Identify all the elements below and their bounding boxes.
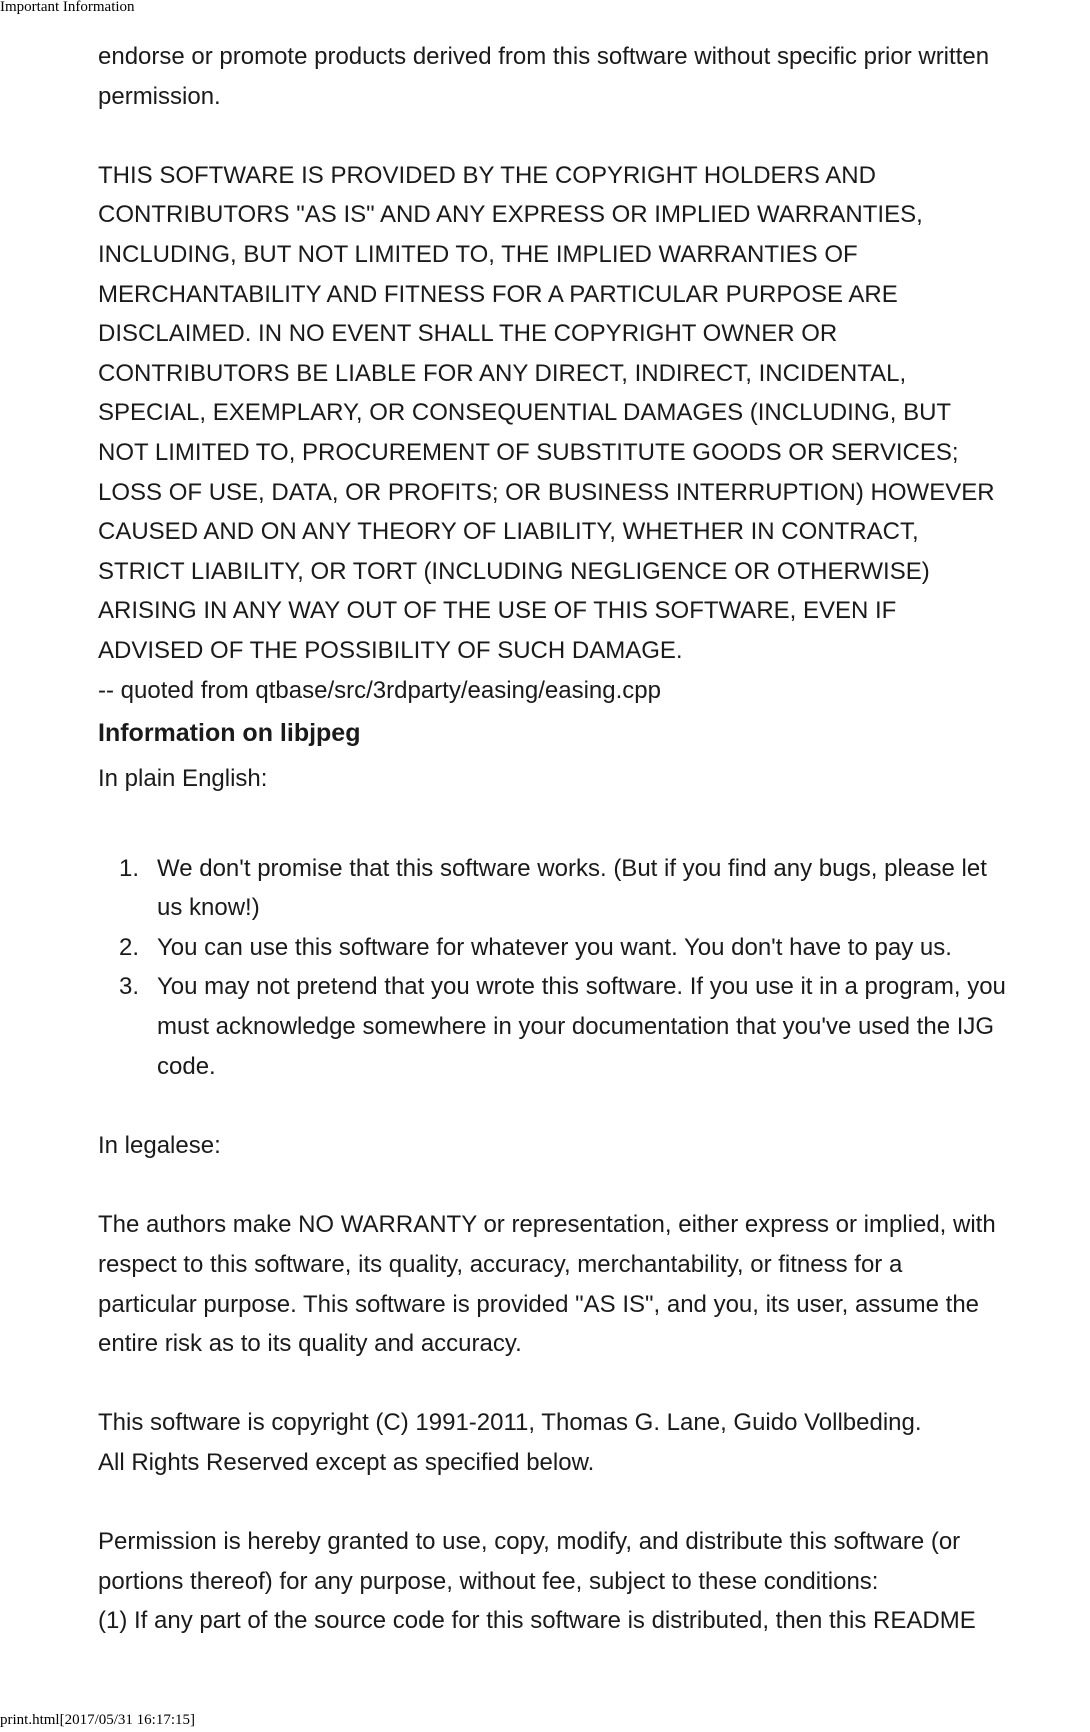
document-body	[98, 37, 1088, 1641]
intro-paragraph	[98, 37, 1088, 116]
plain-english-list	[98, 849, 1088, 1087]
list-number: 2.	[119, 933, 140, 961]
text-line: STRICT LIABILITY, OR TORT (INCLUDING NEGLIGENCE OR OTHERWISE)	[98, 557, 930, 585]
source-quote-line: -- quoted from qtbase/src/3rdparty/easing/easing.cpp	[98, 676, 661, 704]
text-line: The authors make NO WARRANTY or representation, either express or implied, with	[98, 1211, 996, 1239]
text-line: NOT LIMITED TO, PROCUREMENT OF SUBSTITUTE GOODS OR SERVICES;	[98, 438, 959, 466]
text-line: CONTRIBUTORS BE LIABLE FOR ANY DIRECT, INDIRECT, INCIDENTAL,	[98, 359, 907, 387]
text-line: respect to this software, its quality, accuracy, merchantability, or fitness for a	[98, 1251, 903, 1279]
spacer	[98, 116, 1088, 156]
page-header-title: Important Information	[0, 0, 135, 15]
plain-english-label: In plain English:	[98, 765, 268, 793]
warranty-paragraph	[98, 1205, 1088, 1363]
text-line: LOSS OF USE, DATA, OR PROFITS; OR BUSINESS INTERRUPTION) HOWEVER	[98, 478, 995, 506]
section-heading: Information on libjpeg	[98, 719, 361, 748]
text-line: You may not pretend that you wrote this software. If you use it in a program, you	[157, 973, 1006, 1001]
text-line: SPECIAL, EXEMPLARY, OR CONSEQUENTIAL DAMAGES (INCLUDING, BUT	[98, 399, 952, 427]
text-line: entire risk as to its quality and accuracy.	[98, 1330, 522, 1358]
list-item	[98, 849, 1088, 928]
text-line: CAUSED AND ON ANY THEORY OF LIABILITY, WHETHER IN CONTRACT,	[98, 518, 919, 546]
list-item	[98, 967, 1088, 1086]
permission-paragraph	[98, 1522, 1088, 1641]
text-line: us know!)	[157, 894, 260, 922]
text-line: permission.	[98, 82, 221, 110]
text-line: ARISING IN ANY WAY OUT OF THE USE OF THIS SOFTWARE, EVEN IF	[98, 597, 897, 625]
text-line: THIS SOFTWARE IS PROVIDED BY THE COPYRIGHT HOLDERS AND	[98, 161, 876, 189]
text-line: portions thereof) for any purpose, without fee, subject to these conditions:	[98, 1567, 879, 1595]
text-line: MERCHANTABILITY AND FITNESS FOR A PARTICULAR PURPOSE ARE	[98, 280, 898, 308]
page-footer-source: print.html[2017/05/31 16:17:15]	[0, 1712, 195, 1728]
text-line: All Rights Reserved except as specified below.	[98, 1449, 595, 1476]
legalese-label: In legalese:	[98, 1132, 221, 1160]
text-line: INCLUDING, BUT NOT LIMITED TO, THE IMPLIED WARRANTIES OF	[98, 240, 858, 268]
spacer	[98, 1166, 1088, 1206]
text-line: ADVISED OF THE POSSIBILITY OF SUCH DAMAGE.	[98, 636, 683, 664]
text-line: You can use this software for whatever you want. You don't have to pay us.	[157, 933, 952, 961]
text-line: CONTRIBUTORS "AS IS" AND ANY EXPRESS OR IMPLIED WARRANTIES,	[98, 201, 923, 229]
text-line: (1) If any part of the source code for this software is distributed, then this README	[98, 1607, 976, 1635]
disclaimer-paragraph	[98, 156, 1088, 710]
text-line: Permission is hereby granted to use, copy, modify, and distribute this software (or	[98, 1528, 961, 1556]
list-item	[98, 928, 1088, 968]
text-line: endorse or promote products derived from this software without specific prior written	[98, 43, 990, 70]
text-line: particular purpose. This software is provided "AS IS", and you, its user, assume the	[98, 1290, 980, 1318]
spacer	[98, 1364, 1088, 1404]
list-number: 3.	[119, 973, 140, 1001]
copyright-paragraph	[98, 1403, 1088, 1482]
text-line: This software is copyright (C) 1991-2011, Thomas G. Lane, Guido Vollbeding.	[98, 1409, 922, 1437]
text-line: must acknowledge somewhere in your documentation that you've used the IJG	[157, 1013, 995, 1041]
spacer	[98, 1483, 1088, 1523]
text-line: DISCLAIMED. IN NO EVENT SHALL THE COPYRIGHT OWNER OR	[98, 320, 838, 348]
list-number: 1.	[119, 854, 140, 882]
text-line: We don't promise that this software works. (But if you find any bugs, please let	[157, 854, 987, 882]
text-line: code.	[157, 1052, 216, 1080]
